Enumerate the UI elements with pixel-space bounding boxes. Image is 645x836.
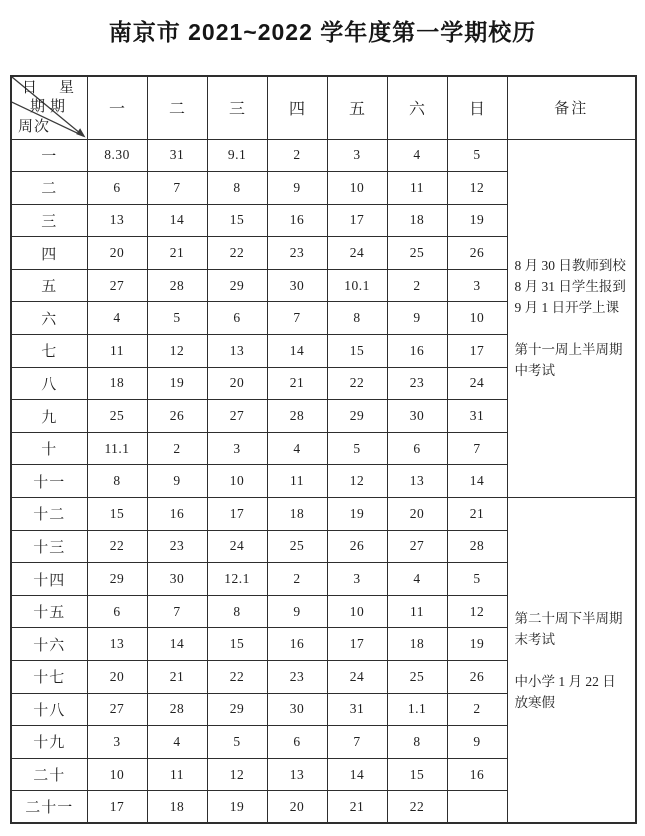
date-cell: 15 <box>207 628 267 661</box>
date-cell: 15 <box>327 335 387 368</box>
date-cell: 20 <box>87 661 147 694</box>
date-cell: 18 <box>267 498 327 531</box>
date-cell: 23 <box>267 661 327 694</box>
date-cell: 13 <box>207 335 267 368</box>
remark-line: 放寒假 <box>514 694 555 710</box>
date-cell: 17 <box>327 628 387 661</box>
date-cell: 11 <box>267 465 327 498</box>
date-cell: 28 <box>267 400 327 433</box>
remark-line <box>515 650 632 671</box>
date-cell: 19 <box>327 498 387 531</box>
date-cell: 21 <box>147 661 207 694</box>
remark-line: 中考试 <box>514 363 555 379</box>
week-number-cell: 六 <box>11 302 87 335</box>
date-cell: 7 <box>267 302 327 335</box>
date-cell: 23 <box>147 530 207 563</box>
date-cell: 4 <box>267 432 327 465</box>
weekday-header-tue: 二 <box>147 76 207 139</box>
week-row <box>11 498 636 531</box>
date-cell: 25 <box>267 530 327 563</box>
date-cell: 27 <box>387 530 447 563</box>
date-cell: 14 <box>147 628 207 661</box>
date-cell: 5 <box>147 302 207 335</box>
week-row <box>11 139 636 172</box>
date-cell: 15 <box>87 498 147 531</box>
remark-line <box>515 318 632 339</box>
date-cell: 25 <box>87 400 147 433</box>
date-cell: 19 <box>207 791 267 824</box>
date-cell: 30 <box>267 269 327 302</box>
date-cell: 10 <box>87 758 147 791</box>
date-cell: 31 <box>327 693 387 726</box>
weekday-header-mon: 一 <box>87 76 147 139</box>
date-cell: 22 <box>207 237 267 270</box>
remarks-cell <box>507 139 636 498</box>
weekday-header-wed: 三 <box>207 76 267 139</box>
date-cell: 2 <box>147 432 207 465</box>
date-cell: 23 <box>267 237 327 270</box>
date-cell: 26 <box>447 661 507 694</box>
week-number-cell: 二 <box>11 172 87 205</box>
week-number-cell: 十三 <box>11 530 87 563</box>
remark-line: 末考试 <box>514 631 555 647</box>
date-cell: 4 <box>147 726 207 759</box>
date-cell: 4 <box>87 302 147 335</box>
date-cell: 3 <box>207 432 267 465</box>
week-number-cell: 十一 <box>11 465 87 498</box>
weekday-header-sun: 日 <box>447 76 507 139</box>
date-cell: 12 <box>447 595 507 628</box>
week-number-cell: 三 <box>11 204 87 237</box>
week-number-cell: 十六 <box>11 628 87 661</box>
week-number-cell: 十二 <box>11 498 87 531</box>
calendar-body <box>11 139 636 823</box>
date-cell: 4 <box>387 139 447 172</box>
week-number-cell: 十 <box>11 432 87 465</box>
date-cell: 27 <box>87 269 147 302</box>
date-cell: 23 <box>387 367 447 400</box>
date-cell: 20 <box>267 791 327 824</box>
date-cell: 25 <box>387 237 447 270</box>
weekday-header-fri: 五 <box>327 76 387 139</box>
date-cell: 8 <box>387 726 447 759</box>
remark-line: 9 月 1 日开学上课 <box>514 300 620 316</box>
date-cell: 15 <box>207 204 267 237</box>
date-cell: 27 <box>87 693 147 726</box>
date-cell: 28 <box>447 530 507 563</box>
week-number-cell: 二十 <box>11 758 87 791</box>
date-cell: 30 <box>147 563 207 596</box>
week-number-cell: 十八 <box>11 693 87 726</box>
date-cell: 3 <box>327 139 387 172</box>
date-cell: 7 <box>447 432 507 465</box>
date-cell: 9 <box>387 302 447 335</box>
week-number-cell: 二十一 <box>11 791 87 824</box>
date-cell: 22 <box>207 661 267 694</box>
date-cell: 9.1 <box>207 139 267 172</box>
date-cell: 15 <box>387 758 447 791</box>
date-cell: 8 <box>207 595 267 628</box>
date-cell: 9 <box>267 595 327 628</box>
date-cell: 18 <box>387 204 447 237</box>
date-cell: 19 <box>447 628 507 661</box>
date-cell: 22 <box>387 791 447 824</box>
date-cell: 7 <box>147 172 207 205</box>
date-cell: 10 <box>327 172 387 205</box>
date-cell: 5 <box>207 726 267 759</box>
date-cell: 16 <box>267 628 327 661</box>
date-cell: 3 <box>447 269 507 302</box>
date-cell: 11 <box>387 172 447 205</box>
date-cell: 6 <box>207 302 267 335</box>
date-cell: 20 <box>207 367 267 400</box>
date-cell: 11 <box>87 335 147 368</box>
date-cell: 7 <box>147 595 207 628</box>
date-cell: 24 <box>447 367 507 400</box>
remark-line: 8 月 30 日教师到校 <box>514 258 626 274</box>
week-number-cell: 一 <box>11 139 87 172</box>
date-cell: 29 <box>327 400 387 433</box>
date-cell: 2 <box>267 139 327 172</box>
date-cell: 6 <box>87 595 147 628</box>
date-cell: 17 <box>87 791 147 824</box>
date-cell: 1.1 <box>387 693 447 726</box>
date-cell: 7 <box>327 726 387 759</box>
date-cell: 24 <box>207 530 267 563</box>
date-cell: 19 <box>447 204 507 237</box>
week-number-cell: 八 <box>11 367 87 400</box>
date-cell: 17 <box>327 204 387 237</box>
date-cell: 16 <box>267 204 327 237</box>
date-cell: 26 <box>327 530 387 563</box>
week-number-cell: 十五 <box>11 595 87 628</box>
date-cell: 18 <box>387 628 447 661</box>
calendar-table <box>10 75 637 824</box>
week-number-cell: 五 <box>11 269 87 302</box>
date-cell: 31 <box>447 400 507 433</box>
date-cell: 18 <box>87 367 147 400</box>
date-cell: 14 <box>267 335 327 368</box>
week-number-cell: 九 <box>11 400 87 433</box>
date-cell: 29 <box>207 693 267 726</box>
date-cell: 6 <box>87 172 147 205</box>
date-cell: 6 <box>267 726 327 759</box>
date-cell: 26 <box>147 400 207 433</box>
date-cell: 11 <box>387 595 447 628</box>
date-cell: 29 <box>87 563 147 596</box>
date-cell: 26 <box>447 237 507 270</box>
header-row <box>11 76 636 139</box>
date-cell: 10 <box>207 465 267 498</box>
date-cell: 20 <box>87 237 147 270</box>
remark-line: 8 月 31 日学生报到 <box>514 279 626 295</box>
date-cell: 21 <box>267 367 327 400</box>
date-cell: 13 <box>267 758 327 791</box>
remark-line: 中小学 1 月 22 日 <box>514 673 616 689</box>
date-cell: 14 <box>447 465 507 498</box>
date-cell: 31 <box>147 139 207 172</box>
date-cell: 12 <box>147 335 207 368</box>
week-number-cell: 十四 <box>11 563 87 596</box>
date-cell: 11.1 <box>87 432 147 465</box>
date-cell: 13 <box>387 465 447 498</box>
date-cell: 6 <box>387 432 447 465</box>
date-cell: 24 <box>327 661 387 694</box>
date-cell: 16 <box>147 498 207 531</box>
date-cell: 22 <box>327 367 387 400</box>
date-cell: 29 <box>207 269 267 302</box>
date-cell: 8.30 <box>87 139 147 172</box>
date-cell: 30 <box>267 693 327 726</box>
date-cell: 24 <box>327 237 387 270</box>
remarks-header: 备注 <box>507 76 636 139</box>
date-cell: 30 <box>387 400 447 433</box>
date-cell: 10.1 <box>327 269 387 302</box>
date-cell: 20 <box>387 498 447 531</box>
date-cell: 5 <box>447 139 507 172</box>
remark-line: 第二十周下半周期 <box>514 610 623 626</box>
date-cell: 2 <box>447 693 507 726</box>
page-title: 南京市 2021~2022 学年度第一学期校历 <box>108 19 537 45</box>
date-cell: 28 <box>147 693 207 726</box>
week-number-cell: 十七 <box>11 661 87 694</box>
date-cell: 17 <box>207 498 267 531</box>
date-cell: 5 <box>327 432 387 465</box>
date-cell: 12 <box>327 465 387 498</box>
date-cell: 8 <box>87 465 147 498</box>
date-cell: 21 <box>147 237 207 270</box>
date-cell: 16 <box>387 335 447 368</box>
date-cell: 27 <box>207 400 267 433</box>
date-cell: 14 <box>147 204 207 237</box>
date-cell: 18 <box>147 791 207 824</box>
date-cell: 12 <box>447 172 507 205</box>
date-cell: 21 <box>327 791 387 824</box>
date-cell: 13 <box>87 204 147 237</box>
date-cell: 9 <box>267 172 327 205</box>
date-cell: 10 <box>327 595 387 628</box>
date-cell: 13 <box>87 628 147 661</box>
date-cell: 3 <box>87 726 147 759</box>
date-cell: 3 <box>327 563 387 596</box>
date-cell: 17 <box>447 335 507 368</box>
week-number-cell: 十九 <box>11 726 87 759</box>
week-number-cell: 七 <box>11 335 87 368</box>
date-cell <box>447 791 507 824</box>
date-cell: 9 <box>147 465 207 498</box>
weekday-header-thu: 四 <box>267 76 327 139</box>
date-cell: 10 <box>447 302 507 335</box>
date-cell: 25 <box>387 661 447 694</box>
date-cell: 11 <box>147 758 207 791</box>
date-cell: 2 <box>387 269 447 302</box>
weekday-header-sat: 六 <box>387 76 447 139</box>
corner-week-label: 周次 <box>18 119 51 135</box>
date-cell: 9 <box>447 726 507 759</box>
date-cell: 28 <box>147 269 207 302</box>
date-cell: 8 <box>327 302 387 335</box>
date-cell: 12.1 <box>207 563 267 596</box>
date-cell: 8 <box>207 172 267 205</box>
week-number-cell: 四 <box>11 237 87 270</box>
date-cell: 4 <box>387 563 447 596</box>
remark-line: 第十一周上半周期 <box>514 342 623 358</box>
date-cell: 2 <box>267 563 327 596</box>
date-cell: 14 <box>327 758 387 791</box>
date-cell: 16 <box>447 758 507 791</box>
date-cell: 5 <box>447 563 507 596</box>
corner-cell: 日 期 星 期 周次 <box>11 76 87 139</box>
remarks-cell <box>507 498 636 824</box>
date-cell: 12 <box>207 758 267 791</box>
date-cell: 19 <box>147 367 207 400</box>
date-cell: 22 <box>87 530 147 563</box>
date-cell: 21 <box>447 498 507 531</box>
